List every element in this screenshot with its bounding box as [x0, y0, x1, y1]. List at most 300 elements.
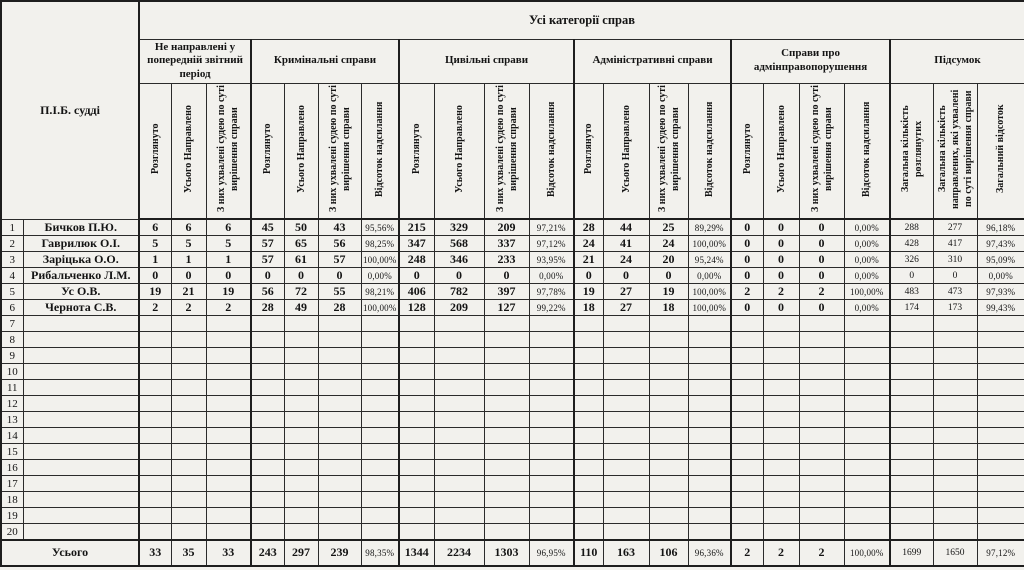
data-cell [171, 412, 206, 428]
data-cell: 0 [890, 268, 933, 284]
data-cell [799, 460, 844, 476]
data-cell: 0 [799, 268, 844, 284]
judge-name [23, 348, 139, 364]
data-cell [139, 316, 171, 332]
data-cell [484, 508, 529, 524]
data-cell [574, 524, 603, 540]
data-cell [171, 428, 206, 444]
data-cell: 248 [399, 252, 434, 268]
table-row [1, 508, 1024, 524]
data-cell [284, 396, 318, 412]
data-cell: 0 [139, 268, 171, 284]
data-cell [574, 412, 603, 428]
judge-name [23, 332, 139, 348]
table-row [1, 348, 1024, 364]
data-cell: 2 [799, 540, 844, 566]
data-cell: 57 [251, 252, 284, 268]
table-row [1, 364, 1024, 380]
data-cell [529, 316, 574, 332]
column-subheader-rotated [763, 83, 799, 219]
data-cell [284, 412, 318, 428]
totals-row [1, 540, 1024, 566]
data-cell [361, 508, 399, 524]
data-cell [251, 380, 284, 396]
data-cell: 97,43% [977, 236, 1024, 252]
data-cell: 0 [434, 268, 484, 284]
table-row [1, 316, 1024, 332]
data-cell [844, 508, 890, 524]
data-cell: 0 [284, 268, 318, 284]
data-cell [139, 524, 171, 540]
data-cell [399, 332, 434, 348]
data-cell [649, 460, 688, 476]
data-cell [844, 332, 890, 348]
data-cell [688, 524, 731, 540]
data-cell [933, 428, 977, 444]
column-subheader-rotated [603, 83, 649, 219]
data-cell: 56 [318, 236, 361, 252]
table-row [1, 219, 1024, 236]
data-cell [206, 492, 251, 508]
data-cell [688, 332, 731, 348]
data-cell [284, 524, 318, 540]
data-cell [933, 444, 977, 460]
data-cell [139, 508, 171, 524]
rotated-label: З них ухвалені судею по суті вирішення справи [656, 85, 681, 212]
rotated-label: Загальна кількість розглянутих [899, 105, 924, 192]
data-cell [933, 492, 977, 508]
data-cell [529, 348, 574, 364]
data-cell [649, 316, 688, 332]
data-cell [977, 492, 1024, 508]
data-cell [731, 316, 763, 332]
rotated-label: З них ухвалені судею по суті вирішення справи [216, 85, 241, 212]
row-number: 12 [1, 396, 23, 412]
data-cell: 95,56% [361, 219, 399, 236]
data-cell: 2 [799, 284, 844, 300]
data-cell [649, 508, 688, 524]
column-subheader-rotated [139, 83, 171, 219]
data-cell: 57 [318, 252, 361, 268]
data-cell: 35 [171, 540, 206, 566]
data-cell [844, 364, 890, 380]
data-cell: 0 [731, 252, 763, 268]
data-cell [399, 428, 434, 444]
data-cell [799, 396, 844, 412]
data-cell [284, 380, 318, 396]
data-cell [399, 492, 434, 508]
data-cell: 0 [933, 268, 977, 284]
data-cell: 96,95% [529, 540, 574, 566]
judge-name [23, 428, 139, 444]
column-subheader-rotated [574, 83, 603, 219]
rotated-label: Загальний відсоток [995, 104, 1007, 193]
rotated-label: Усього Направлено [295, 104, 307, 193]
table-row [1, 524, 1024, 540]
data-cell [529, 460, 574, 476]
data-cell [284, 492, 318, 508]
data-cell [603, 508, 649, 524]
data-cell [484, 332, 529, 348]
rotated-label: З них ухвалені судею по суті вирішення справи [494, 85, 519, 212]
column-subheader-rotated [361, 83, 399, 219]
data-cell: 98,21% [361, 284, 399, 300]
data-cell [977, 444, 1024, 460]
data-cell [649, 364, 688, 380]
data-cell [763, 460, 799, 476]
data-cell [284, 508, 318, 524]
table-row [1, 412, 1024, 428]
data-cell [139, 380, 171, 396]
data-cell [171, 348, 206, 364]
data-cell [977, 476, 1024, 492]
data-cell [933, 476, 977, 492]
data-cell: 97,12% [529, 236, 574, 252]
data-cell [799, 348, 844, 364]
data-cell [933, 332, 977, 348]
data-cell [933, 396, 977, 412]
data-cell: 50 [284, 219, 318, 236]
data-cell [251, 348, 284, 364]
data-cell [649, 476, 688, 492]
row-number: 2 [1, 236, 23, 252]
data-cell: 19 [139, 284, 171, 300]
data-cell: 100,00% [844, 284, 890, 300]
data-cell: 0 [763, 236, 799, 252]
data-cell [763, 412, 799, 428]
data-cell: 28 [318, 300, 361, 316]
data-cell: 18 [649, 300, 688, 316]
data-cell: 24 [649, 236, 688, 252]
data-cell: 0,00% [844, 300, 890, 316]
column-subheader-rotated [977, 83, 1024, 219]
table-row [1, 476, 1024, 492]
data-cell: 568 [434, 236, 484, 252]
data-cell [361, 396, 399, 412]
data-cell [284, 364, 318, 380]
data-cell: 6 [206, 219, 251, 236]
data-cell: 417 [933, 236, 977, 252]
data-cell [434, 396, 484, 412]
data-cell [484, 380, 529, 396]
data-cell [206, 332, 251, 348]
data-cell [844, 412, 890, 428]
data-cell [603, 332, 649, 348]
data-cell: 19 [574, 284, 603, 300]
table-row [1, 284, 1024, 300]
data-cell [361, 428, 399, 444]
data-cell [977, 508, 1024, 524]
table-row [1, 268, 1024, 284]
data-cell: 33 [139, 540, 171, 566]
data-cell [318, 444, 361, 460]
data-cell [890, 428, 933, 444]
data-cell: 27 [603, 284, 649, 300]
data-cell [763, 348, 799, 364]
data-cell [484, 428, 529, 444]
judge-name: Чернота С.В. [23, 300, 139, 316]
data-cell: 0,00% [529, 268, 574, 284]
data-cell: 24 [574, 236, 603, 252]
data-cell: 24 [603, 252, 649, 268]
data-cell [251, 412, 284, 428]
data-cell [688, 460, 731, 476]
data-cell [139, 492, 171, 508]
data-cell: 0,00% [844, 236, 890, 252]
data-cell: 406 [399, 284, 434, 300]
data-cell [434, 316, 484, 332]
data-cell [361, 316, 399, 332]
rotated-label: Загальна кількість направлених, які ухвалені по суті вирішення справи [936, 88, 974, 209]
data-cell [890, 508, 933, 524]
data-cell [284, 332, 318, 348]
data-cell: 243 [251, 540, 284, 566]
data-cell [890, 460, 933, 476]
data-cell: 782 [434, 284, 484, 300]
data-cell: 2 [731, 540, 763, 566]
row-number: 11 [1, 380, 23, 396]
data-cell [361, 348, 399, 364]
rotated-label: З них ухвалені судею по суті вирішення справи [809, 85, 834, 212]
data-cell [731, 348, 763, 364]
data-cell: 65 [284, 236, 318, 252]
data-cell: 277 [933, 219, 977, 236]
data-cell [139, 444, 171, 460]
data-cell [251, 444, 284, 460]
data-cell [399, 380, 434, 396]
column-subheader-rotated [251, 83, 284, 219]
data-cell [844, 348, 890, 364]
data-cell: 6 [139, 219, 171, 236]
table-row [1, 492, 1024, 508]
data-cell [318, 364, 361, 380]
data-cell [318, 348, 361, 364]
row-number: 18 [1, 492, 23, 508]
data-cell: 428 [890, 236, 933, 252]
data-cell [603, 524, 649, 540]
column-subheader-rotated [529, 83, 574, 219]
data-cell [977, 428, 1024, 444]
judge-name: Рибальченко Л.М. [23, 268, 139, 284]
data-cell [171, 460, 206, 476]
group-administrative-cases: Адміністративні справи [574, 39, 731, 83]
rotated-label: Усього Направлено [453, 104, 465, 193]
data-cell [529, 444, 574, 460]
data-cell [844, 380, 890, 396]
judge-name: Ус О.В. [23, 284, 139, 300]
data-cell: 1699 [890, 540, 933, 566]
data-cell [206, 348, 251, 364]
data-cell [206, 316, 251, 332]
data-cell [399, 524, 434, 540]
data-cell: 44 [603, 219, 649, 236]
column-subheader-rotated [284, 83, 318, 219]
data-cell: 0,00% [844, 252, 890, 268]
data-cell [731, 396, 763, 412]
data-cell [361, 332, 399, 348]
row-number: 17 [1, 476, 23, 492]
data-cell [206, 460, 251, 476]
row-number: 4 [1, 268, 23, 284]
data-cell [284, 348, 318, 364]
data-cell [731, 524, 763, 540]
data-cell [399, 316, 434, 332]
group-civil-cases: Цивільні справи [399, 39, 574, 83]
data-cell [933, 508, 977, 524]
data-cell [399, 476, 434, 492]
data-cell [206, 428, 251, 444]
judge-name-column-header: П.І.Б. судді [1, 1, 139, 219]
data-cell: 0,00% [844, 268, 890, 284]
judge-name: Гаврилюк О.І. [23, 236, 139, 252]
data-cell: 473 [933, 284, 977, 300]
data-cell [171, 492, 206, 508]
data-cell [574, 380, 603, 396]
data-cell: 346 [434, 252, 484, 268]
data-cell [933, 524, 977, 540]
data-cell [251, 476, 284, 492]
data-cell [399, 348, 434, 364]
data-cell: 347 [399, 236, 434, 252]
judge-name [23, 316, 139, 332]
data-cell [529, 524, 574, 540]
data-cell [763, 332, 799, 348]
data-cell: 56 [251, 284, 284, 300]
data-cell [603, 460, 649, 476]
rotated-label: Розглянуто [262, 123, 274, 174]
column-subheader-rotated [171, 83, 206, 219]
data-cell: 0 [799, 236, 844, 252]
data-cell [284, 316, 318, 332]
data-cell [484, 348, 529, 364]
data-cell [399, 444, 434, 460]
judge-name [23, 508, 139, 524]
judge-name [23, 364, 139, 380]
data-cell [318, 476, 361, 492]
row-number: 19 [1, 508, 23, 524]
data-cell [799, 364, 844, 380]
group-total: Підсумок [890, 39, 1024, 83]
row-number: 10 [1, 364, 23, 380]
judge-name [23, 412, 139, 428]
data-cell: 163 [603, 540, 649, 566]
data-cell [977, 460, 1024, 476]
data-cell [318, 380, 361, 396]
data-cell [844, 428, 890, 444]
data-cell: 2 [731, 284, 763, 300]
data-cell [731, 428, 763, 444]
data-cell [603, 444, 649, 460]
data-cell: 329 [434, 219, 484, 236]
data-cell [649, 524, 688, 540]
judge-name [23, 524, 139, 540]
data-cell [361, 364, 399, 380]
data-cell [529, 364, 574, 380]
data-cell [399, 412, 434, 428]
data-cell [529, 476, 574, 492]
data-cell [977, 412, 1024, 428]
data-cell [799, 492, 844, 508]
data-cell [251, 316, 284, 332]
data-cell: 5 [206, 236, 251, 252]
data-cell [844, 476, 890, 492]
data-cell: 173 [933, 300, 977, 316]
data-cell [171, 524, 206, 540]
data-cell [844, 444, 890, 460]
data-cell [649, 412, 688, 428]
data-cell [933, 364, 977, 380]
data-cell: 0 [318, 268, 361, 284]
rotated-label: Усього Направлено [183, 104, 195, 193]
data-cell: 49 [284, 300, 318, 316]
title-row [1, 1, 1024, 39]
data-cell: 99,22% [529, 300, 574, 316]
data-cell: 100,00% [688, 236, 731, 252]
data-cell: 98,25% [361, 236, 399, 252]
data-cell [763, 476, 799, 492]
column-subheader-rotated [799, 83, 844, 219]
row-number: 15 [1, 444, 23, 460]
data-cell: 0 [799, 300, 844, 316]
data-cell [574, 508, 603, 524]
data-cell [763, 508, 799, 524]
data-cell: 397 [484, 284, 529, 300]
data-cell: 18 [574, 300, 603, 316]
data-cell [603, 428, 649, 444]
row-number: 14 [1, 428, 23, 444]
data-cell [318, 412, 361, 428]
data-cell [688, 428, 731, 444]
data-cell [434, 428, 484, 444]
row-number: 6 [1, 300, 23, 316]
data-cell: 27 [603, 300, 649, 316]
data-cell [688, 412, 731, 428]
data-cell: 2 [206, 300, 251, 316]
data-cell [361, 380, 399, 396]
data-cell [844, 492, 890, 508]
data-cell: 106 [649, 540, 688, 566]
data-cell [688, 396, 731, 412]
data-cell [603, 316, 649, 332]
data-cell [574, 316, 603, 332]
data-cell: 93,95% [529, 252, 574, 268]
data-cell [688, 476, 731, 492]
data-cell [139, 396, 171, 412]
row-number: 7 [1, 316, 23, 332]
data-cell: 28 [574, 219, 603, 236]
data-cell [649, 428, 688, 444]
data-cell: 45 [251, 219, 284, 236]
data-cell [284, 428, 318, 444]
data-cell [434, 348, 484, 364]
data-cell [890, 348, 933, 364]
data-cell [731, 332, 763, 348]
data-cell [318, 492, 361, 508]
data-cell [731, 364, 763, 380]
data-cell [318, 508, 361, 524]
data-cell: 215 [399, 219, 434, 236]
data-cell [171, 508, 206, 524]
column-subheader-rotated [688, 83, 731, 219]
row-number: 8 [1, 332, 23, 348]
data-cell: 96,36% [688, 540, 731, 566]
data-cell [529, 428, 574, 444]
data-cell [206, 508, 251, 524]
data-cell: 2 [763, 284, 799, 300]
data-cell [434, 332, 484, 348]
data-cell [251, 492, 284, 508]
data-cell: 297 [284, 540, 318, 566]
